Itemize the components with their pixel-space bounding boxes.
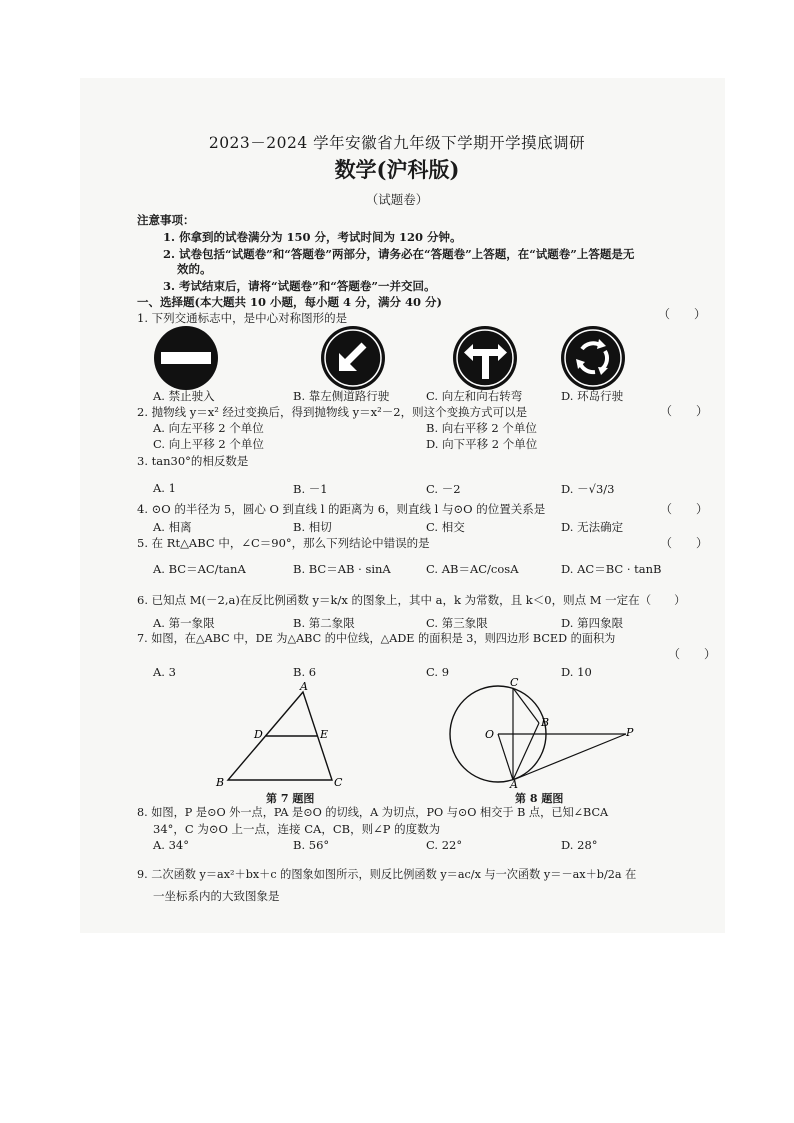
option-c: C. AB＝AC/cosA bbox=[426, 562, 519, 576]
option-b: B. －1 bbox=[293, 482, 328, 496]
answer-paren: （ ） bbox=[660, 536, 709, 550]
question-3-stem: 3. tan30°的相反数是 bbox=[137, 454, 249, 468]
subject-title: 数学(沪科版) bbox=[334, 157, 460, 182]
question-2-stem: 2. 抛物线 y＝x² 经过变换后，得到抛物线 y＝x²－2，则这个变换方式可以是 bbox=[137, 405, 528, 419]
figure-8-circle bbox=[440, 676, 650, 788]
question-7-stem: 7. 如图，在△ABC 中，DE 为△ABC 的中位线，△ADE 的面积是 3，则四边形 BCED 的面积为 bbox=[137, 632, 616, 645]
option-a: A. 向左平移 2 个单位 bbox=[153, 421, 264, 435]
section-heading: 一、选择题(本大题共 10 小题，每小题 4 分，满分 40 分) bbox=[137, 295, 442, 309]
option-a: A. BC＝AC/tanA bbox=[153, 562, 246, 576]
figure-7-triangle bbox=[210, 680, 350, 790]
option-d: D. AC＝BC · tanB bbox=[561, 562, 662, 576]
option-a: A. 34° bbox=[153, 838, 189, 852]
point-label: O bbox=[485, 728, 495, 741]
no-entry-sign-icon bbox=[153, 325, 219, 391]
figure-7-caption: 第 7 题图 bbox=[266, 792, 315, 805]
question-5-stem: 5. 在 Rt△ABC 中，∠C＝90°，那么下列结论中错误的是 bbox=[137, 536, 430, 550]
option-a: A. 禁止驶入 bbox=[153, 389, 215, 403]
notes-heading: 注意事项： bbox=[137, 213, 195, 227]
option-a: A. 3 bbox=[153, 665, 176, 679]
answer-paren: （ ） bbox=[668, 647, 717, 661]
point-label: B bbox=[541, 716, 550, 729]
option-b: B. 靠左侧道路行驶 bbox=[293, 389, 390, 403]
question-8-stem: 8. 如图，P 是⊙O 外一点，PA 是⊙O 的切线，A 为切点，PO 与⊙O 相交于 B 点，已知∠BCA bbox=[137, 806, 609, 819]
turn-left-right-sign-icon bbox=[452, 325, 518, 391]
option-a: A. 1 bbox=[153, 481, 176, 495]
paper-type: （试题卷） bbox=[365, 192, 429, 207]
option-d: D. 向下平移 2 个单位 bbox=[426, 437, 538, 451]
option-d: D. 10 bbox=[561, 665, 592, 679]
point-label: P bbox=[626, 726, 634, 739]
vertex-label: A bbox=[300, 680, 308, 693]
option-d: D. 无法确定 bbox=[561, 520, 624, 534]
option-a: A. 第一象限 bbox=[153, 616, 215, 630]
option-d: D. 第四象限 bbox=[561, 616, 624, 630]
question-9-stem-cont: 一坐标系内的大致图象是 bbox=[153, 889, 280, 903]
keep-left-sign-icon bbox=[320, 325, 386, 391]
vertex-label: C bbox=[334, 776, 343, 789]
vertex-label: E bbox=[320, 728, 329, 741]
option-d: D. 环岛行驶 bbox=[561, 389, 624, 403]
point-label: A bbox=[510, 778, 518, 788]
question-8-stem-cont: 34°，C 为⊙O 上一点，连接 CA，CB，则∠P 的度数为 bbox=[153, 822, 441, 836]
option-b: B. 相切 bbox=[293, 520, 332, 534]
vertex-label: D bbox=[254, 728, 263, 741]
option-c: C. 22° bbox=[426, 838, 463, 852]
question-6-stem: 6. 已知点 M(－2,a)在反比例函数 y＝k/x 的图象上，其中 a，k 为常数，且 k＜0，则点 M 一定在（ ） bbox=[137, 593, 686, 607]
note-item: 3. 考试结束后，请将“试题卷”和“答题卷”一并交回。 bbox=[163, 279, 436, 293]
option-c: C. －2 bbox=[426, 482, 461, 496]
exam-title: 2023－2024 学年安徽省九年级下学期开学摸底调研 bbox=[208, 134, 586, 152]
option-b: B. 56° bbox=[293, 838, 330, 852]
option-b: B. 第二象限 bbox=[293, 616, 355, 630]
option-d: D. 28° bbox=[561, 838, 598, 852]
point-label: C bbox=[510, 676, 519, 689]
answer-paren: （ ） bbox=[658, 307, 707, 321]
option-c: C. 向左和向右转弯 bbox=[426, 389, 523, 403]
vertex-label: B bbox=[216, 776, 225, 789]
note-item: 2. 试卷包括“试题卷”和“答题卷”两部分，请务必在“答题卷”上答题，在“试题卷”上答题是无 bbox=[163, 247, 635, 261]
option-c: C. 相交 bbox=[426, 520, 465, 534]
question-9-stem: 9. 二次函数 y＝ax²＋bx＋c 的图象如图所示，则反比例函数 y＝ac/x 与一次函数 y＝－ax＋b/2a 在 bbox=[137, 868, 637, 881]
answer-paren: （ ） bbox=[660, 404, 709, 418]
figure-8-caption: 第 8 题图 bbox=[515, 792, 564, 805]
option-b: B. BC＝AB · sinA bbox=[293, 562, 391, 576]
answer-paren: （ ） bbox=[660, 502, 709, 516]
option-c: C. 第三象限 bbox=[426, 616, 488, 630]
option-b: B. 6 bbox=[293, 665, 317, 679]
option-a: A. 相离 bbox=[153, 520, 192, 534]
question-1-stem: 1. 下列交通标志中，是中心对称图形的是 bbox=[137, 311, 348, 325]
roundabout-sign-icon bbox=[560, 325, 626, 391]
question-4-stem: 4. ⊙O 的半径为 5，圆心 O 到直线 l 的距离为 6，则直线 l 与⊙O 的位置关系是 bbox=[137, 502, 546, 516]
note-item: 1. 你拿到的试卷满分为 150 分，考试时间为 120 分钟。 bbox=[163, 230, 462, 244]
option-b: B. 向右平移 2 个单位 bbox=[426, 421, 537, 435]
option-c: C. 向上平移 2 个单位 bbox=[153, 437, 264, 451]
option-d: D. －√3/3 bbox=[561, 482, 615, 496]
option-c: C. 9 bbox=[426, 665, 450, 679]
note-item: 效的。 bbox=[177, 262, 212, 276]
